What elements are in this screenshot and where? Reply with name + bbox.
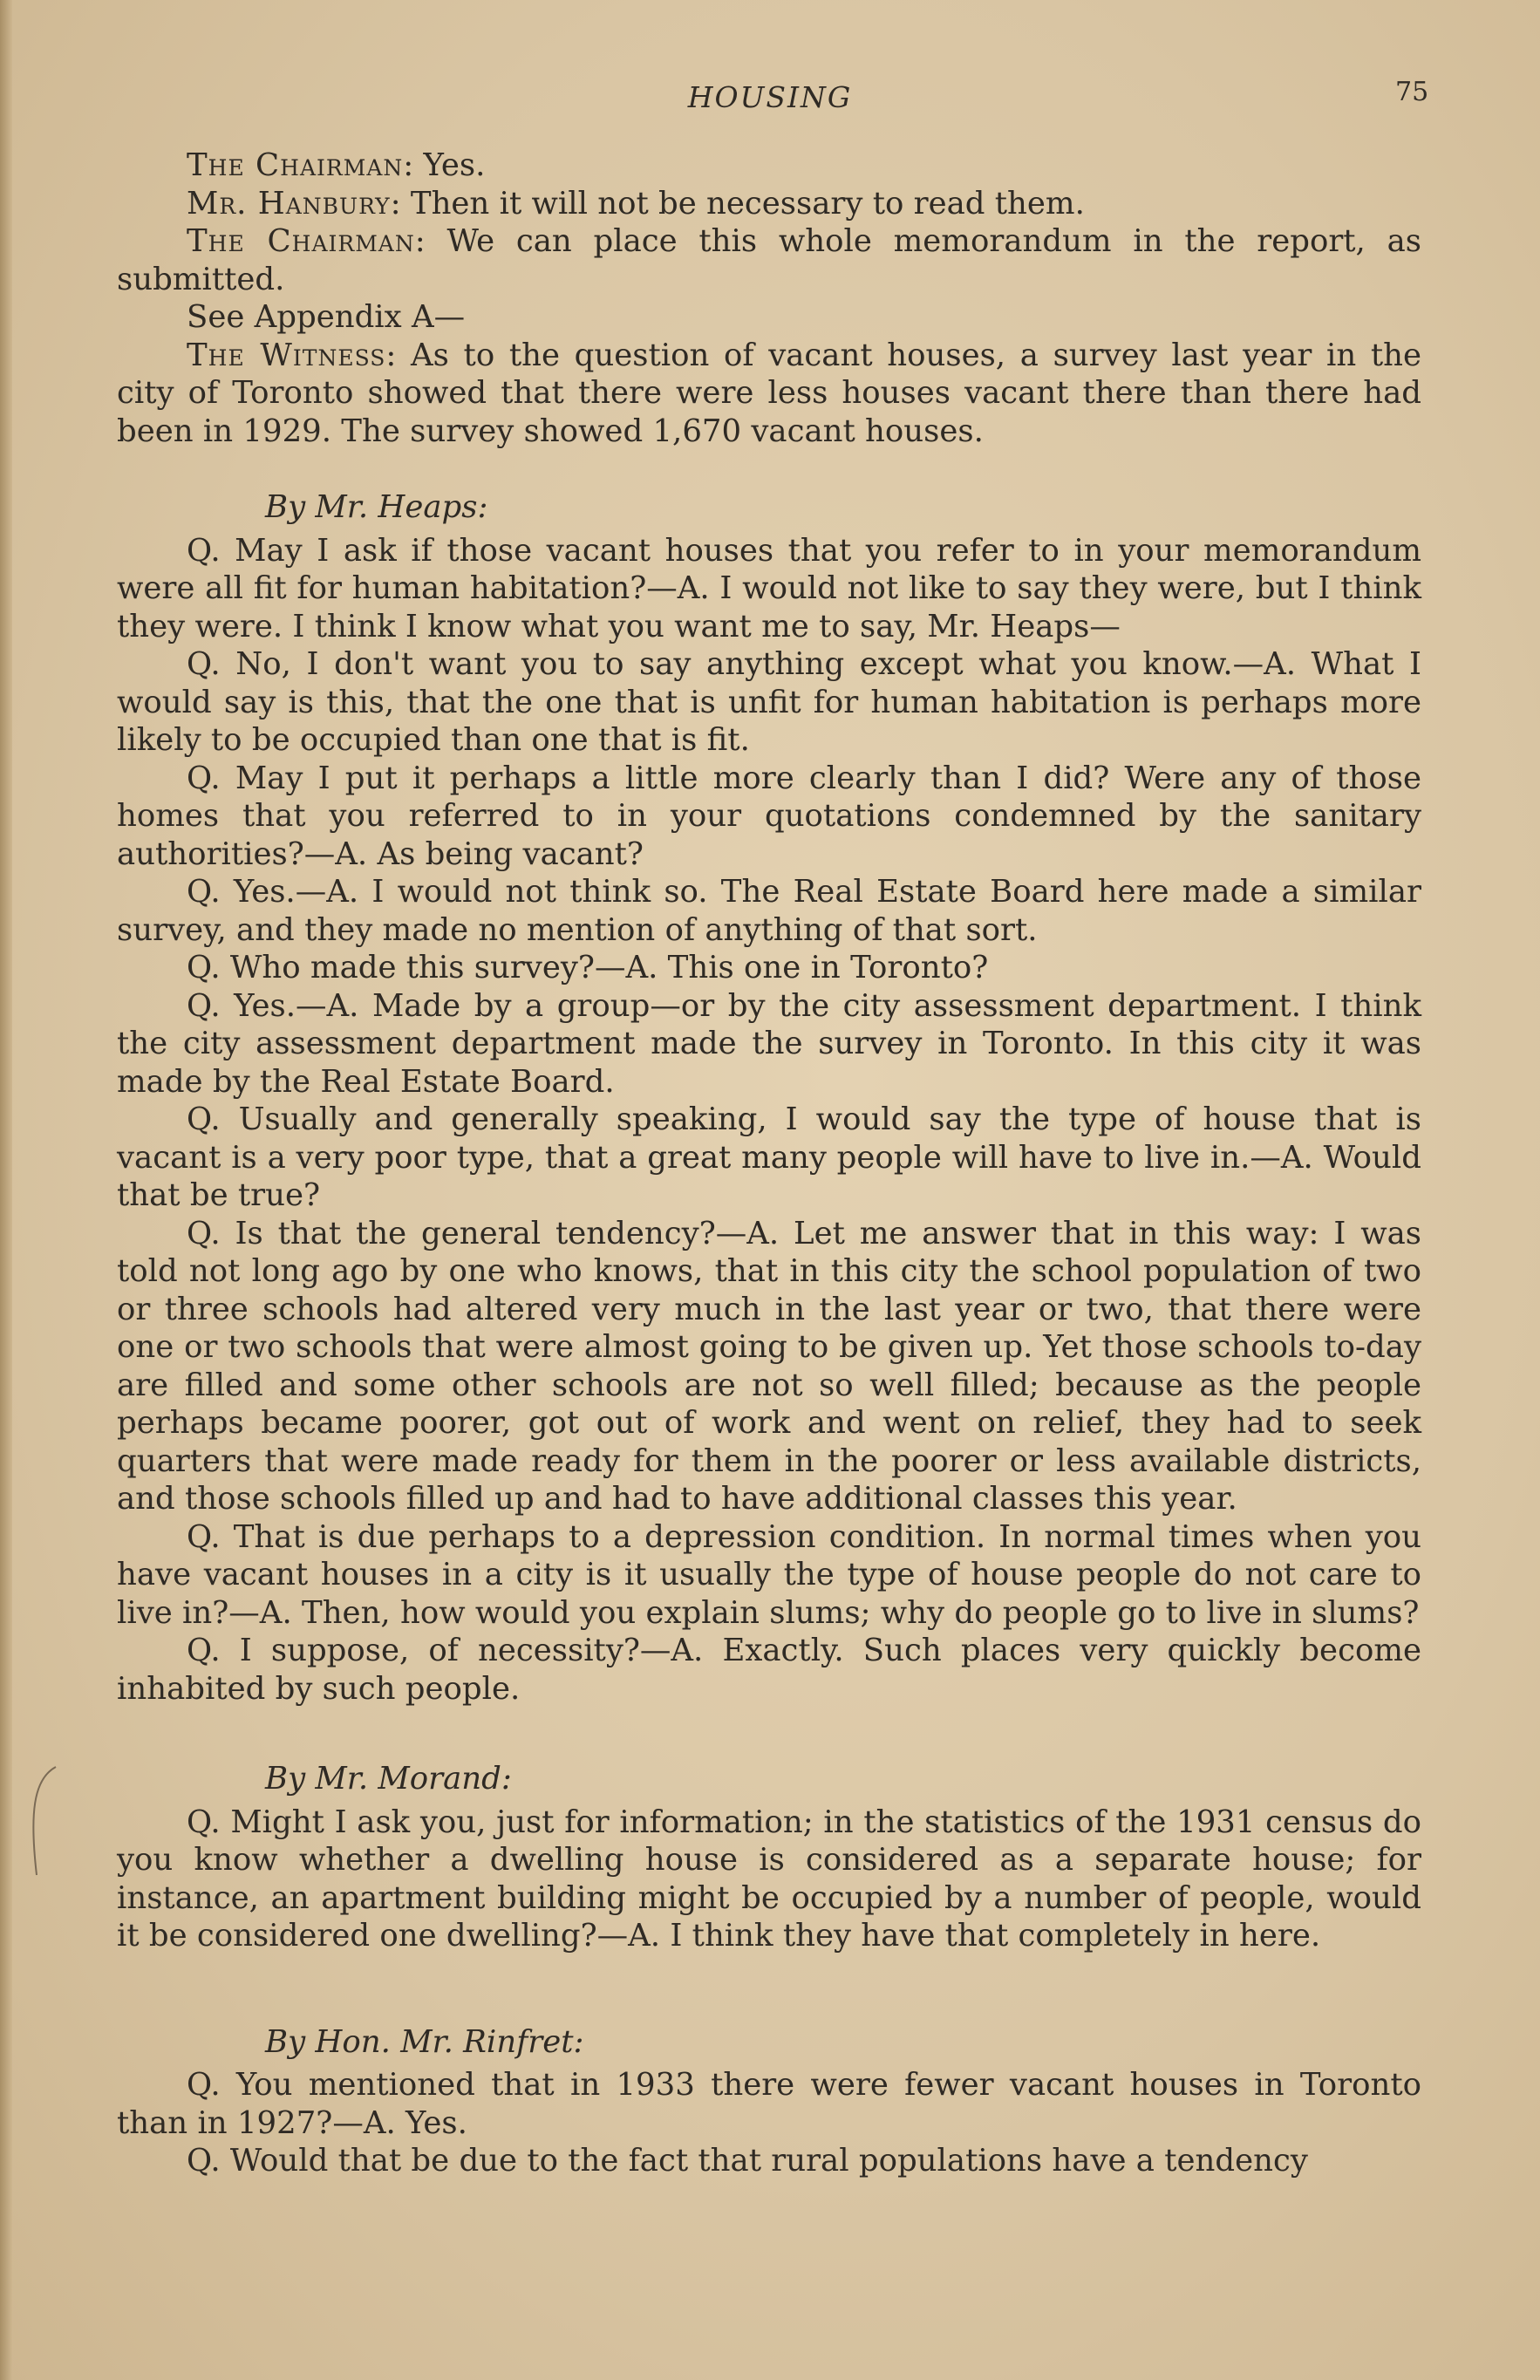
- question-answer: Q. May I put it perhaps a little more clearly than I did? Were any of those homes that you referred to in your quotations condemned by the sanitary authorities?—A. As being vacant?: [117, 760, 1421, 872]
- speaker: The Chairman: [187, 223, 415, 259]
- question-answer: Q. Is that the general tendency?—A. Let me answer that in this way: I was told not long ago by one who knows, that in this city the school population of two or three schools had altered very much in the last year or two, that there were one or two schools that were almost going to be given up. Yet those schools to-day are filled and some other schools are not so well filled; because as the people perhaps became poorer, got out of work and went on relief, they had to seek quarters that were made ready for them in the poorer or less available districts, and those schools filled up and had to have additional classes this year.: [117, 1215, 1421, 1517]
- paragraph-text: : We can place this whole memorandum in the report, as submitted.: [117, 223, 1421, 297]
- question-answer: Q. Who made this survey?—A. This one in Toronto?: [187, 950, 989, 985]
- speaker: The Witness: [187, 337, 386, 373]
- paragraph-text: See Appendix A—: [187, 299, 466, 335]
- question-answer: Q. Would that be due to the fact that rural populations have a tendency: [187, 2143, 1308, 2179]
- question-answer: Q. You mentioned that in 1933 there were fewer vacant houses in Toronto than in 1927?—A. Yes.: [117, 2067, 1421, 2141]
- paragraph: [117, 298, 1421, 337]
- question-answer: Q. Might I ask you, just for information; in the statistics of the 1931 census do you know whether a dwelling house is considered as a separate house; for instance, an apartment building might be occupied by a number of people, would it be considered one dwelling?—A. I think they have that completely in here.: [117, 1804, 1421, 1954]
- page-number: 75: [1395, 77, 1429, 107]
- speaker: The Chairman: [187, 147, 404, 183]
- question-answer: Q. I suppose, of necessity?—A. Exactly. Such places very quickly become inhabited by such people.: [117, 1633, 1421, 1707]
- paragraph: [117, 222, 1421, 298]
- question-answer: Q. That is due perhaps to a depression condition. In normal times when you have vacant houses in a city is it usually the type of house people do not care to live in?—A. Then, how would you explain slums; why do people go to live in slums?: [117, 1518, 1421, 1631]
- question-answer: Q. Yes.—A. Made by a group—or by the city assessment department. I think the city assessment department made the survey in Toronto. In this city it was made by the Real Estate Board.: [117, 987, 1421, 1100]
- byline-rinfret: By Hon. Mr. Rinfret:: [265, 2023, 584, 2060]
- paragraph-text: : Then it will not be necessary to read them.: [390, 185, 1085, 222]
- question-answer: Q. May I ask if those vacant houses that you refer to in your memorandum were all fit for human habitation?—A. I would not like to say they were, but I think they were. I think I know what you want me to say, Mr. Heaps—: [117, 532, 1421, 644]
- running-header: HOUSING: [687, 80, 853, 114]
- question-answer: Q. Usually and generally speaking, I would say the type of house that is vacant is a very poor type, that a great many people will have to live in.—A. Would that be true?: [117, 1101, 1421, 1213]
- paragraph: [117, 337, 1421, 451]
- byline-heaps: By Mr. Heaps:: [265, 489, 488, 525]
- document-body: [117, 147, 1421, 2180]
- paragraph: [117, 147, 1421, 185]
- paragraph-text: : As to the question of vacant houses, a survey last year in the city of Toronto showed that there were less houses vacant there than there had been in 1929. The survey showed 1,670 vacant houses.: [117, 337, 1422, 449]
- paragraph-text: : Yes.: [403, 147, 486, 183]
- question-answer: Q. Yes.—A. I would not think so. The Real Estate Board here made a similar survey, and they made no mention of anything of that sort.: [117, 874, 1421, 948]
- paragraph: [117, 185, 1421, 223]
- byline-morand: By Mr. Morand:: [265, 1761, 512, 1797]
- pencil-bracket-mark: [24, 1762, 59, 1884]
- speaker: Mr. Hanbury: [187, 185, 391, 222]
- question-answer: Q. No, I don't want you to say anything except what you know.—A. What I would say is this, that the one that is unfit for human habitation is perhaps more likely to be occupied than one that is fit.: [117, 646, 1421, 758]
- page-edge-shadow: [0, 0, 12, 2380]
